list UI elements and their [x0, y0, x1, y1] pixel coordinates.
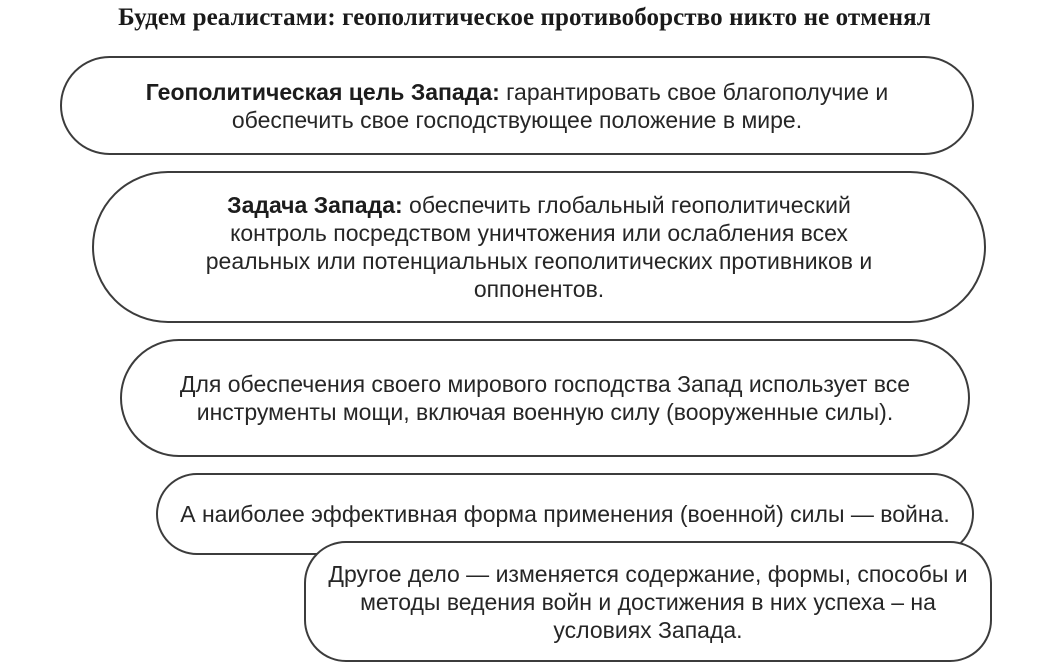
western-goal-box — [60, 56, 974, 155]
western-task-box — [92, 171, 986, 323]
western-goal-description: гарантировать свое благополучие и обеспечить свое господствующее положение в мире. — [231, 78, 889, 133]
western-task-description: обеспечить глобальный геополитический контроль посредством уничтожения или ослабления всех реальных или потенциальных геополитических противников и оппонентов. — [205, 192, 873, 302]
instruments-of-power-box — [120, 339, 970, 457]
western-task-label: Задача Запада: — [227, 192, 403, 218]
western-task-text — [179, 191, 899, 303]
changing-warfare-text: Другое дело — изменяется содержание, формы, способы и методы ведения войн и достижения в них успеха – на условиях Запада. — [328, 560, 968, 643]
changing-warfare-box — [304, 541, 992, 662]
western-goal-text — [87, 78, 947, 134]
instruments-of-power-text: Для обеспечения своего мирового господства Запад использует все инструменты мощи, включая военную силу (вооруженные силы). — [179, 371, 911, 425]
page-title: Будем реалистами: геополитическое противоборство никто не отменял — [118, 4, 931, 31]
western-goal-label: Геополитическая цель Запада: — [145, 78, 500, 105]
war-form-text: А наиболее эффективная форма применения (военной) силы — война. — [180, 501, 950, 527]
